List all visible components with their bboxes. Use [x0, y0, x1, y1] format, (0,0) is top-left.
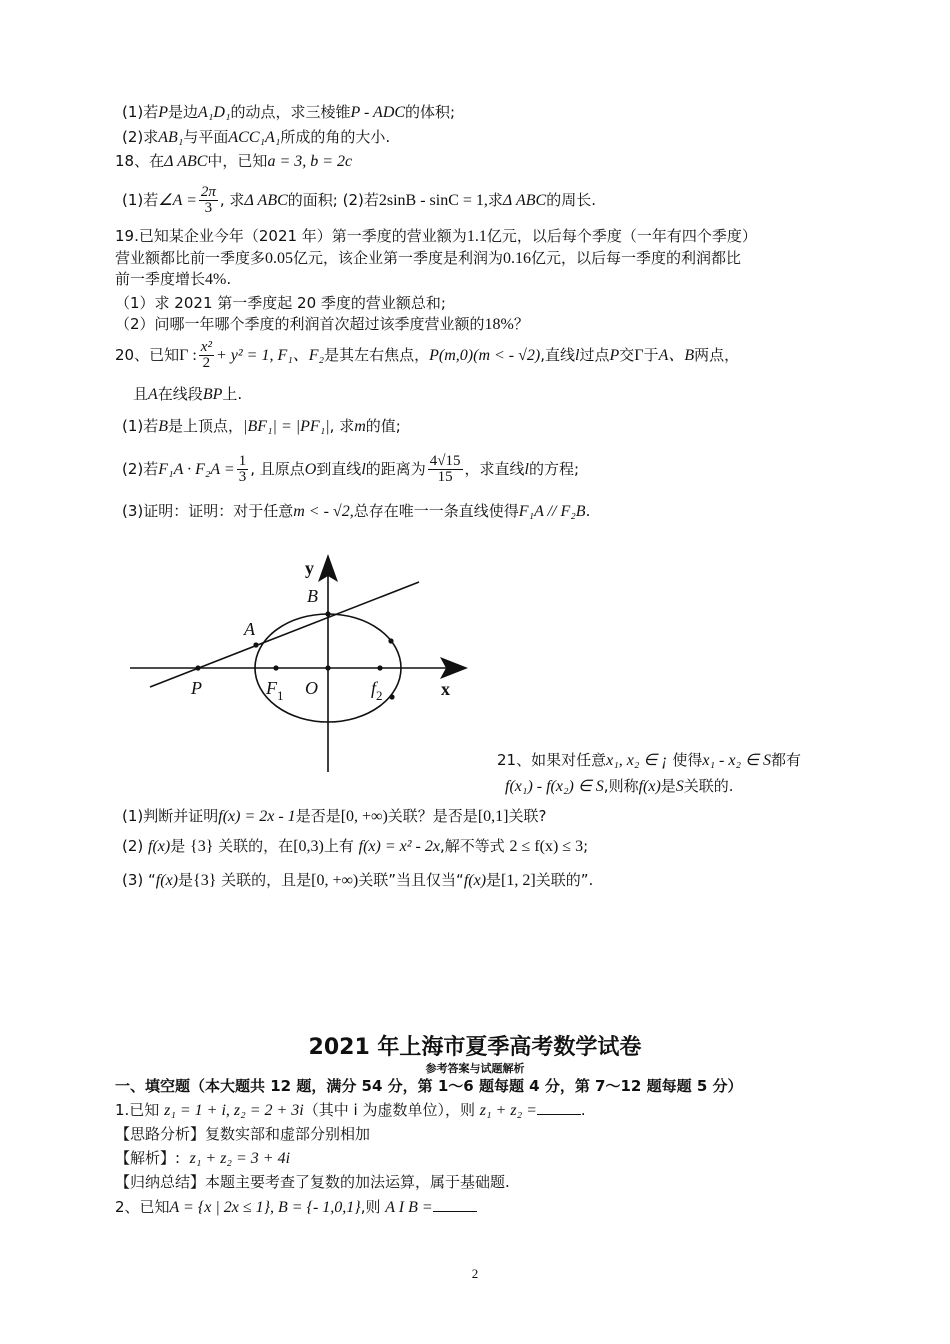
problem-19-q1: （1）求 2021 第一季度起 20 季度的营业额总和;: [115, 294, 446, 312]
point-ellipse-right: [388, 638, 393, 643]
problem-20-part1: (1)若B是上顶点，|BF₁| = |PF₁|, 求m的值;: [122, 417, 401, 435]
problem-18-parts: (1)若∠A = $\frac{2\pi}{3}$ , 求Δ ABC的面积; (2)若2sinB - sinC = 1,求Δ ABC的周长.: [122, 184, 597, 216]
answer-title: 2021 年上海市夏季高考数学试卷: [308, 1035, 642, 1060]
point-ellipse-lower-right: [389, 694, 394, 699]
problem-17-part1: (1)若P是边A₁D₁的动点，求三棱锥P - ADC的体积;: [122, 103, 456, 121]
answer-q1-idea: 【思路分析】复数实部和虚部分别相加: [115, 1125, 371, 1143]
problem-21-part1: (1)判断并证明f(x) = 2x - 1是否是[0, +∞)关联？是否是[0,1]关联?: [122, 807, 547, 825]
point-F1: [273, 665, 278, 670]
problem-21-stem-cont: f(x₁) - f(x₂) ∈ S,则称f(x)是S关联的.: [505, 777, 734, 795]
problem-21-part3: (3) “f(x)是{3} 关联的，且是[0, +∞)关联”当且仅当“f(x)是[1, 2]关联的”.: [122, 871, 594, 889]
point-B: [325, 611, 330, 616]
label-P: P: [191, 678, 202, 698]
answer-q1-summary: 【归纳总结】本题主要考查了复数的加法运算，属于基础题.: [115, 1173, 510, 1191]
fraction-x2-2: $\frac{\text{x²}}{2}$: [200, 339, 212, 371]
ellipse-figure: [128, 548, 478, 778]
label-B: B: [307, 586, 318, 606]
section-heading: 一、填空题（本大题共 12 题，满分 54 分，第 1～6 题每题 4 分，第 7～12 题每题 5 分）: [115, 1077, 743, 1095]
problem-19-line1: 19.已知某企业今年（2021 年）第一季度的营业额为1.1亿元，以后每个季度（一年有四个季度）: [115, 227, 757, 245]
point-O: [325, 665, 330, 670]
line-l: [150, 582, 419, 687]
label-F1: $F_1$: [266, 678, 284, 703]
label-O: O: [305, 678, 318, 698]
label-f2: $f_2$: [371, 678, 383, 703]
problem-19-line3: 前一季度增长4%.: [115, 270, 232, 288]
point-F2: [377, 665, 382, 670]
problem-20-part2: (2)若F₁A · F₂A = $\frac{1}{3}$ , 且原点O到直线l的距离为 $\frac{4√15}{15}$ ，求直线l的方程;: [122, 453, 580, 485]
problem-19-q2: （2）问哪一年哪个季度的利润首次超过该季度营业额的18%？: [115, 315, 529, 333]
problem-20-part3: (3)证明：证明：对于任意m < - √2,总存在唯一一条直线使得F₁A // F₂B.: [122, 502, 591, 520]
answer-q2: 2、已知A = {x | 2x ≤ 1}, B = {- 1,0,1},则 A I B =: [115, 1197, 477, 1218]
point-P: [195, 665, 200, 670]
fraction-2pi-3: $\frac{2\pi}{3}$: [200, 184, 216, 216]
problem-21-part2: (2) f(x)是 {3} 关联的，在[0,3)上有 f(x) = x² - 2x,解不等式 2 ≤ f(x) ≤ 3;: [122, 837, 589, 855]
problem-18-stem: 18、在Δ ABC中，已知a = 3, b = 2c: [115, 152, 353, 170]
point-A: [253, 642, 258, 647]
problem-20-stem-cont: 且A在线段BP上.: [133, 385, 243, 403]
answer-subtitle: 参考答案与试题解析: [425, 1062, 525, 1075]
fraction-1-3: $\frac{1}{3}$: [238, 453, 247, 485]
problem-21-stem: 21、如果对任意x₁, x₂ ∈ ¡ 使得x₁ - x₂ ∈ S都有: [497, 751, 801, 769]
problem-19-line2: 营业额都比前一季度多0.05亿元，该企业第一季度是利润为0.16亿元，以后每一季度的利润都比: [115, 249, 742, 267]
label-x: x: [441, 679, 450, 699]
problem-20-stem: 20、已知Γ : $\frac{\text{x²}}{2}$ + y² = 1, F₁、F₂是其左右焦点，P(m,0)(m < - √2),直线l过点P交Γ于A、B两点，: [115, 339, 740, 371]
answer-blank: [433, 1197, 477, 1212]
answer-q1: 1.已知 z₁ = 1 + i, z₂ = 2 + 3i（其中 i 为虚数单位），则 z₁ + z₂ = .: [115, 1101, 586, 1119]
page-number: 2: [471, 1266, 479, 1281]
answer-q1-solution: 【解析】: z₁ + z₂ = 3 + 4i: [115, 1149, 291, 1167]
problem-17-part2: (2)求AB₁与平面ACC₁A₁所成的角的大小.: [122, 128, 391, 146]
label-A: A: [244, 619, 255, 639]
fraction-4sqrt15-15: $\frac{4√15}{15}$: [429, 453, 461, 485]
label-y: y: [305, 558, 314, 578]
answer-blank: [537, 1100, 581, 1115]
